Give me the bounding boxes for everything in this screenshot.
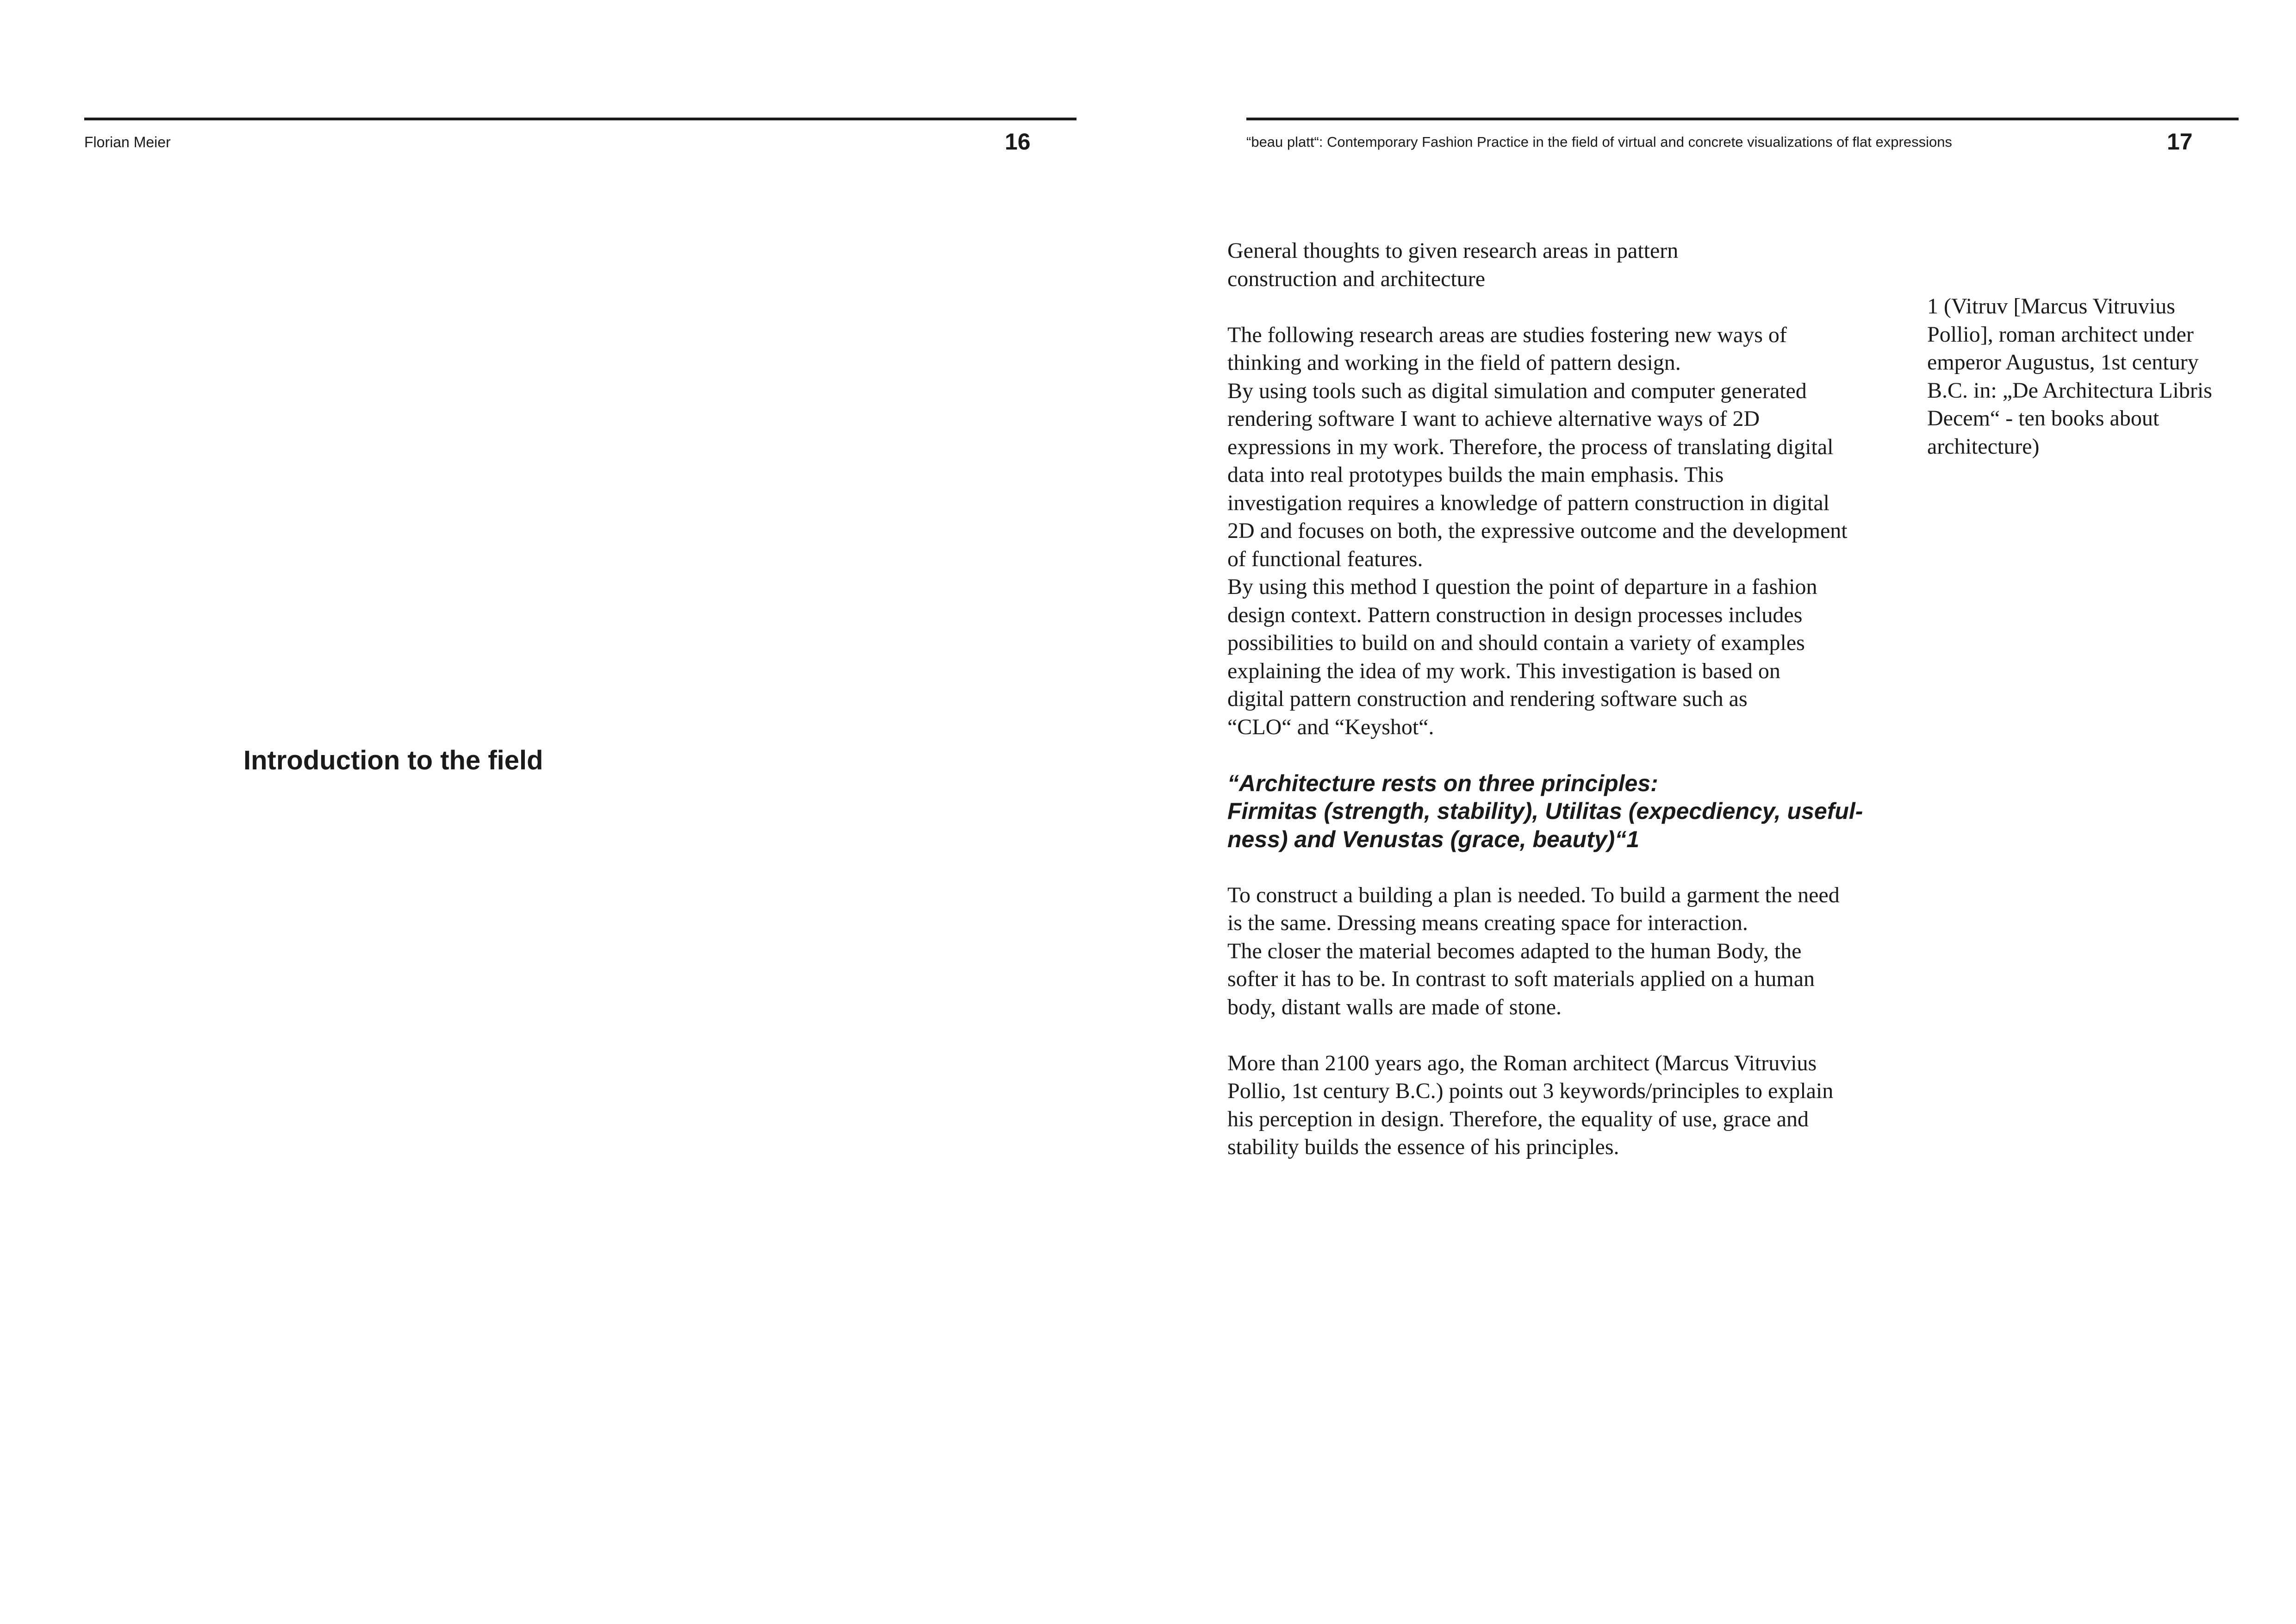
sidenote-line: architecture) — [1927, 434, 2040, 459]
paragraph-line: stability builds the essence of his principles. — [1227, 1135, 1619, 1159]
vitruvius-quote — [1227, 769, 1885, 854]
paragraph-line: possibilities to build on and should contain a variety of examples — [1227, 631, 1805, 655]
paragraph-line: digital pattern construction and rendering software such as — [1227, 687, 1748, 711]
sidenote-line: emperor Augustus, 1st century — [1927, 350, 2199, 375]
left-header-author: Florian Meier — [84, 134, 171, 150]
paragraph-line: of functional features. — [1227, 546, 1423, 571]
heading-line: construction and architecture — [1227, 266, 1486, 291]
paragraph-line: 2D and focuses on both, the expressive outcome and the development — [1227, 518, 1848, 543]
paragraph-line: To construct a building a plan is needed. To build a garment the need — [1227, 882, 1840, 907]
paragraph-line: By using tools such as digital simulation and computer generated — [1227, 378, 1807, 403]
right-header-running-title: “beau platt“: Contemporary Fashion Practice in the field of virtual and concrete visualizations of flat expressions — [1246, 134, 1952, 150]
right-page-number: 17 — [2167, 129, 2193, 155]
sidenote-line: Pollio], roman architect under — [1927, 322, 2194, 347]
quote-line: Firmitas (strength, stability), Utilitas (expecdiency, useful- — [1227, 798, 1863, 824]
paragraph-line: thinking and working in the field of pattern design. — [1227, 350, 1681, 375]
heading-line: General thoughts to given research areas in pattern — [1227, 238, 1679, 263]
right-header-rule — [1246, 118, 2239, 120]
paragraph-line: expressions in my work. Therefore, the process of translating digital — [1227, 434, 1834, 459]
section-heading — [1227, 237, 1885, 293]
paragraph-building-garment — [1227, 881, 1885, 1022]
sidenote-line: B.C. in: „De Architectura Libris — [1927, 378, 2212, 403]
paragraph-line: softer it has to be. In contrast to soft materials applied on a human — [1227, 967, 1815, 991]
quote-line: “Architecture rests on three principles: — [1227, 770, 1658, 796]
paragraph-line: More than 2100 years ago, the Roman architect (Marcus Vitruvius — [1227, 1050, 1817, 1075]
paragraph-line: data into real prototypes builds the main emphasis. This — [1227, 462, 1724, 487]
main-text-column — [1227, 237, 1885, 1162]
left-header-rule — [84, 118, 1076, 120]
paragraph-line: body, distant walls are made of stone. — [1227, 994, 1562, 1019]
paragraph-line: Pollio, 1st century B.C.) points out 3 keywords/principles to explain — [1227, 1079, 1834, 1103]
paragraph-line: The closer the material becomes adapted to the human Body, the — [1227, 938, 1802, 963]
paragraph-line: investigation requires a knowledge of pattern construction in digital — [1227, 490, 1829, 515]
left-page-number: 16 — [1005, 129, 1031, 155]
paragraph-line: explaining the idea of my work. This investigation is based on — [1227, 658, 1780, 683]
quote-line: ness) and Venustas (grace, beauty)“1 — [1227, 826, 1640, 852]
paragraph-line: The following research areas are studies fostering new ways of — [1227, 322, 1787, 347]
paragraph-line: By using this method I question the point of departure in a fashion — [1227, 575, 1817, 599]
paragraph-line: his perception in design. Therefore, the equality of use, grace and — [1227, 1106, 1809, 1131]
chapter-title: Introduction to the field — [243, 745, 543, 775]
sidenote-line: Decem“ - ten books about — [1927, 406, 2159, 431]
paragraph-research-areas — [1227, 321, 1885, 742]
sidenote-line: 1 (Vitruv [Marcus Vitruvius — [1927, 294, 2175, 319]
paragraph-line: “CLO“ and “Keyshot“. — [1227, 714, 1434, 739]
paragraph-roman-architect — [1227, 1049, 1885, 1162]
paragraph-line: is the same. Dressing means creating space for interaction. — [1227, 911, 1748, 935]
paragraph-line: design context. Pattern construction in design processes includes — [1227, 602, 1803, 627]
paragraph-line: rendering software I want to achieve alternative ways of 2D — [1227, 406, 1760, 431]
footnote-sidenote — [1927, 293, 2242, 461]
